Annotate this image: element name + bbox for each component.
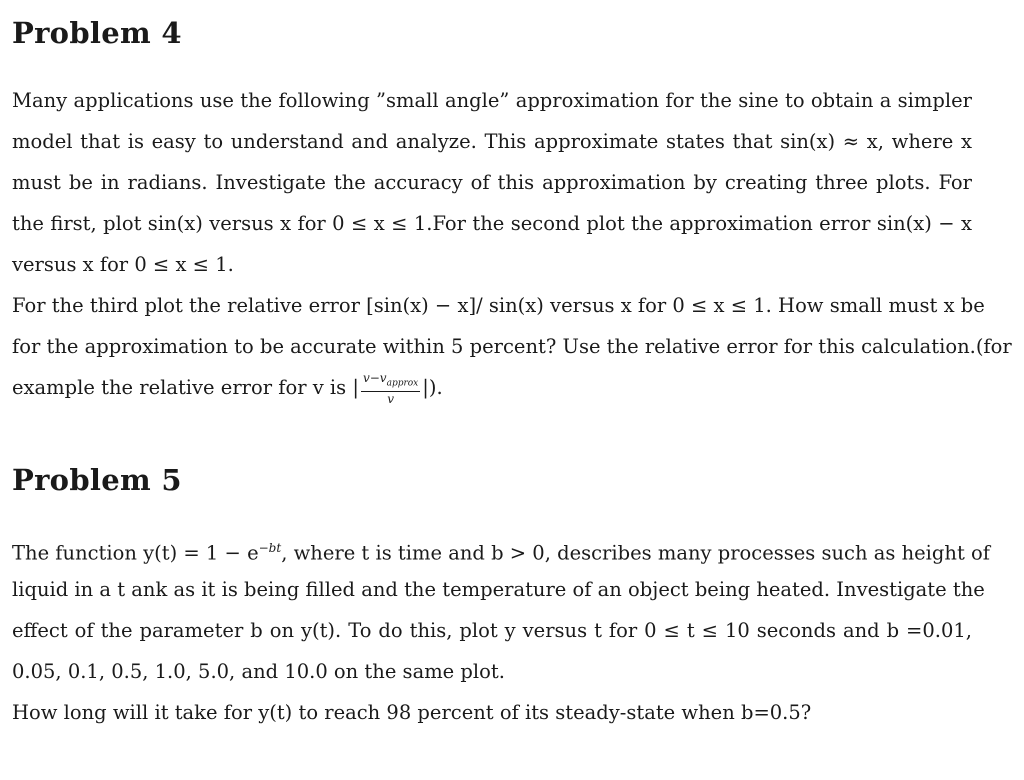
problem-5-heading: Problem 5 (12, 463, 182, 497)
problem-4-line-6: For the third plot the relative error [sin(x) − x]/ sin(x) versus x for 0 ≤ x ≤ 1. How small must x be (12, 294, 985, 317)
problem-4-line-5: versus x for 0 ≤ x ≤ 1. (12, 253, 234, 276)
problem-4-line-1: Many applications use the following ”small angle” approximation for the sine to obtain a simpler (12, 89, 972, 112)
exponent: −bt (258, 541, 282, 555)
problem-5-line-5: How long will it take for y(t) to reach 98 percent of its steady-state when b=0.5? (12, 701, 812, 724)
problem-5-line-1: The function $y(t) = 1 - e^{-bt}$, where t is time and b > 0, describes many processes such as height of (12, 541, 990, 565)
problem-5-body (12, 530, 990, 735)
relative-error-fraction (361, 372, 420, 404)
problem-4-line-4: the first, plot sin(x) versus x for 0 ≤ x ≤ 1.For the second plot the approximation error sin(x) − x (12, 212, 972, 235)
problem-4-line-2: model that is easy to understand and analyze. This approximate states that sin(x) ≈ x, where x (12, 130, 972, 153)
problem-5-line-2: liquid in a t ank as it is being filled and the temperature of an object being heated. Investigate the (12, 578, 985, 601)
problem-4-line-7: for the approximation to be accurate within 5 percent? Use the relative error for this calculation.(for (12, 335, 1012, 358)
problem-4-heading: Problem 4 (12, 16, 182, 50)
relative-error-close: |). (422, 376, 443, 399)
relative-error-text: example the relative error for v is | (12, 376, 359, 399)
fraction-denominator: v (387, 391, 394, 406)
problem-5-line-3: effect of the parameter b on y(t). To do this, plot y versus t for 0 ≤ t ≤ 10 seconds and b =0.01, (12, 619, 972, 642)
fraction-numerator: $v-v_{approx}$ (361, 372, 420, 391)
problem-5-line-4: 0.05, 0.1, 0.5, 1.0, 5.0, and 10.0 on the same plot. (12, 660, 505, 683)
problem-4-line-8 (12, 369, 972, 410)
problem-4-body (12, 82, 1012, 410)
problem-4-line-3: must be in radians. Investigate the accuracy of this approximation by creating three plots. For (12, 171, 972, 194)
